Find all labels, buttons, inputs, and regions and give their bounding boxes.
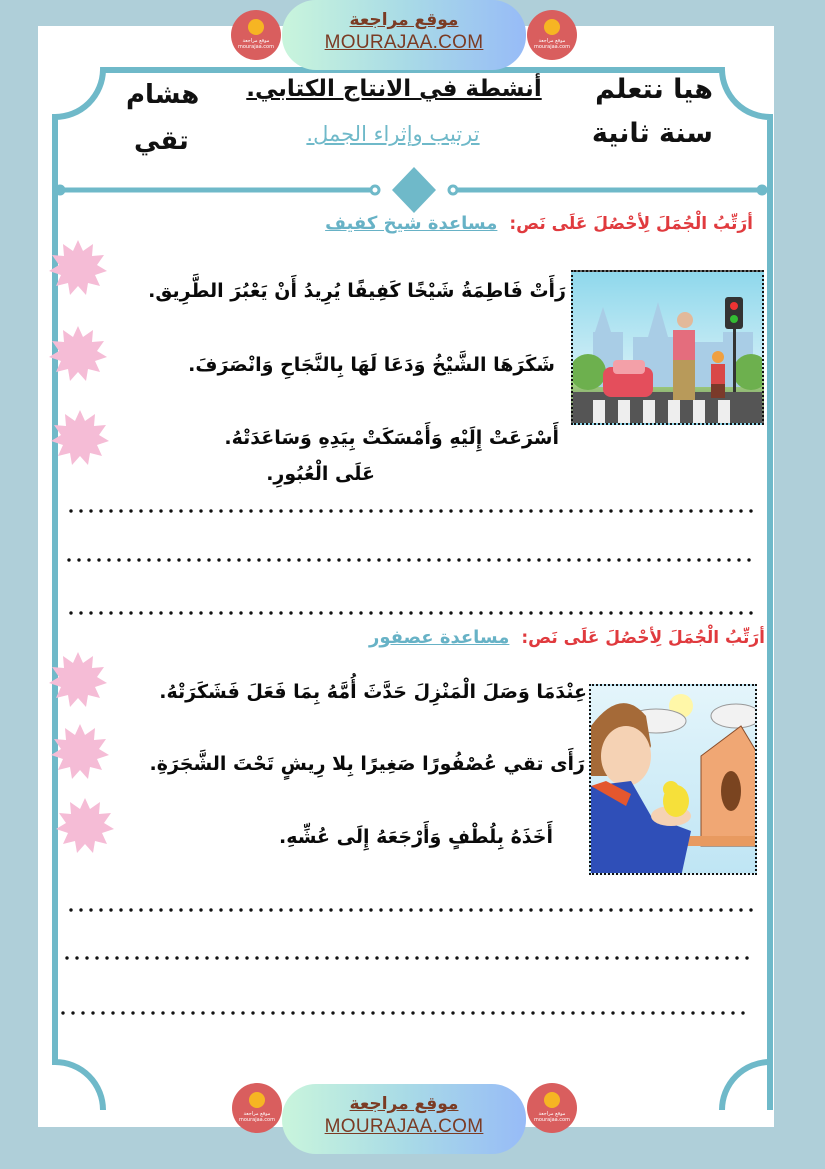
instruction-text: أرَتِّبُ الْجُمَلَ لِأحْصُلَ عَلَى نَص:: [509, 214, 753, 234]
sentence-strip[interactable]: رَأَتْ فَاطِمَةُ شَيْخًا كَفِيفًا يُرِيدُ أَنْ يَعْبُرَ الطَّرِيق.: [148, 280, 566, 302]
answer-line[interactable]: [62, 955, 754, 961]
instruction-text: أرَتِّبُ الْجُمَلَ لِأحْصُلَ عَلَى نَص:: [521, 628, 765, 648]
header-author-last: تقي: [134, 126, 189, 156]
site-logo-badge: موقع مراجعة mourajaa.com: [527, 10, 577, 60]
page-subtitle: ترتيب وإثراء الجمل.: [306, 122, 480, 146]
sentence-strip[interactable]: عَلَى الْعُبُورِ.: [266, 463, 375, 485]
site-name-arabic: موقع مراجعة: [349, 10, 459, 30]
worksheet-page: [38, 26, 774, 1127]
illustration-old-man-crossing: [571, 270, 764, 425]
sentence-strip[interactable]: شَكَرَهَا الشَّيْخُ وَدَعَا لَهَا بِالنَّجَاحِ وَانْصَرَفَ.: [188, 354, 555, 376]
page-title: أنشطة في الانتاج الكتابي.: [246, 76, 542, 102]
site-logo-badge: موقع مراجعة mourajaa.com: [527, 1083, 577, 1133]
star-icon: [50, 408, 110, 468]
site-banner-top[interactable]: [282, 0, 526, 70]
story-title: مساعدة شيخ كفيف: [325, 213, 498, 234]
site-name-latin: MOURAJAA.COM: [324, 32, 484, 53]
star-icon: [50, 722, 110, 782]
section-1-instruction: [325, 213, 753, 234]
story-title: مساعدة عصفور: [368, 627, 510, 648]
header-grade: سنة ثانية: [591, 118, 713, 149]
site-name-arabic: موقع مراجعة: [349, 1094, 459, 1114]
header-author-first: هشام: [126, 80, 200, 110]
answer-line[interactable]: [66, 610, 756, 616]
answer-line[interactable]: [66, 508, 756, 514]
star-icon: [55, 796, 115, 856]
header-subject: هيا نتعلم: [595, 74, 713, 105]
section-2-instruction: [369, 627, 765, 648]
sentence-strip[interactable]: عِنْدَمَا وَصَلَ الْمَنْزِلَ حَدَّثَ أُمَّهُ بِمَا فَعَلَ فَشَكَرَتْهُ.: [159, 681, 587, 703]
site-logo-badge: موقع مراجعة mourajaa.com: [232, 1083, 282, 1133]
site-name-latin: MOURAJAA.COM: [324, 1116, 484, 1137]
star-icon: [48, 324, 108, 384]
answer-line[interactable]: [66, 907, 756, 913]
answer-line[interactable]: [64, 557, 756, 563]
site-logo-badge: موقع مراجعة mourajaa.com: [231, 10, 281, 60]
sentence-strip[interactable]: أَخَذَهُ بِلُطْفٍ وَأَرْجَعَهُ إِلَى عُشِّهِ.: [278, 826, 553, 848]
illustration-boy-with-bird: [589, 684, 757, 875]
site-banner-bottom[interactable]: [282, 1084, 526, 1154]
star-icon: [48, 238, 108, 298]
star-icon: [48, 650, 108, 710]
sentence-strip[interactable]: أَسْرَعَتْ إِلَيْهِ وَأَمْسَكَتْ بِيَدِهِ وَسَاعَدَتْهُ.: [224, 427, 559, 449]
sentence-strip[interactable]: رَأَى تقي عُصْفُورًا صَغِيرًا بِلا رِيشٍ تَحْتَ الشَّجَرَةِ.: [149, 753, 585, 775]
answer-line[interactable]: [58, 1010, 750, 1016]
